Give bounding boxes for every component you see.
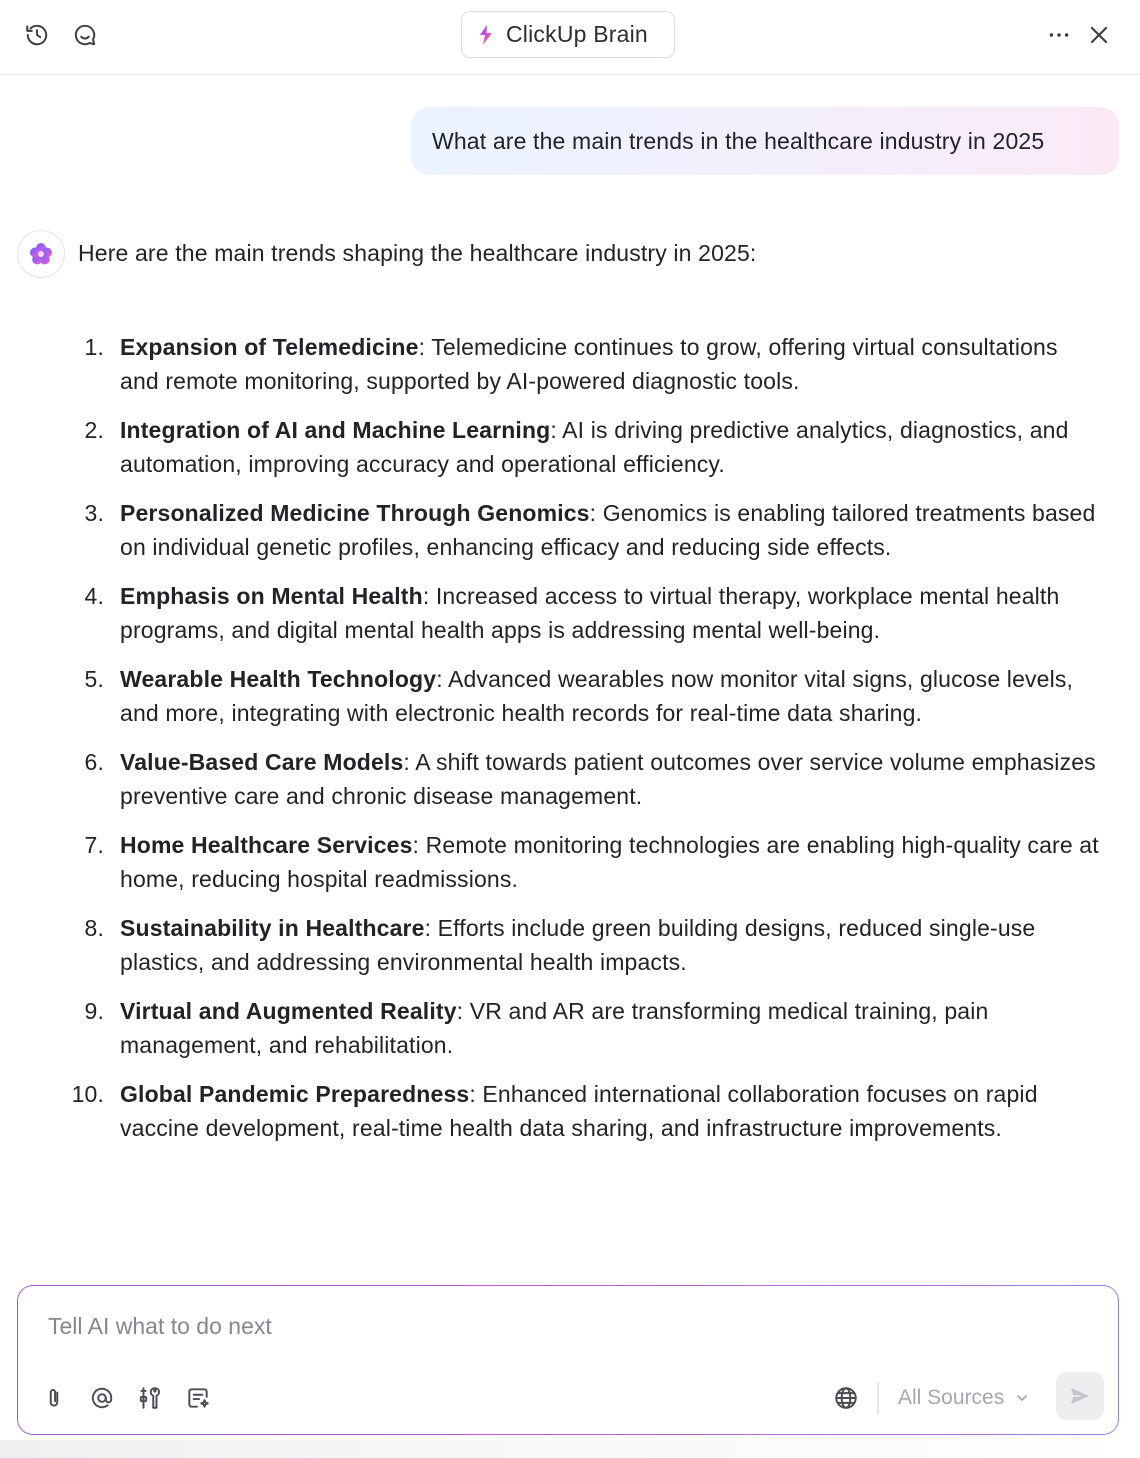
user-message-bubble [411,107,1119,175]
ai-prompt-input[interactable] [48,1308,1088,1344]
trend-title: Personalized Medicine Through Genomics [120,500,590,526]
window-title: ClickUp Brain [506,21,648,47]
trend-title: Sustainability in Healthcare [120,915,425,941]
chevron-down-icon [1014,1390,1030,1406]
trend-number: 8. [84,915,104,941]
trend-number: 5. [84,666,104,692]
composer-divider [877,1382,879,1414]
trend-description: : Increased access to virtual therapy, workplace mental health programs, and digital mental health apps is addressing mental well-being. [120,583,1060,643]
globe-icon[interactable] [830,1382,862,1414]
sources-dropdown[interactable] [898,1382,1030,1414]
user-message-text: What are the main trends in the healthcare industry in 2025 [432,127,1045,154]
trend-description: : AI is driving predictive analytics, diagnostics, and automation, improving accuracy and operational efficiency. [120,417,1069,477]
bottom-shadow [0,1440,1140,1458]
mention-icon[interactable] [86,1382,118,1414]
trend-title: Virtual and Augmented Reality [120,998,457,1024]
clickup-brain-logo-icon [476,24,496,46]
trend-title: Home Healthcare Services [120,832,413,858]
ai-composer [17,1285,1119,1435]
trend-item [70,330,1100,398]
trend-title: Wearable Health Technology [120,666,437,692]
trend-item [70,662,1100,730]
ai-avatar [17,230,65,278]
trend-number: 1. [84,334,104,360]
more-horizontal-icon[interactable] [1042,18,1076,52]
title-pill[interactable] [461,11,675,58]
tools-icon[interactable] [134,1382,166,1414]
trend-title: Global Pandemic Preparedness [120,1081,470,1107]
trend-title: Integration of AI and Machine Learning [120,417,551,443]
trend-description: : VR and AR are transforming medical training, pain management, and rehabilitation. [120,998,989,1058]
ai-brain-flower-icon [28,241,54,267]
new-chat-icon[interactable] [68,18,102,52]
trend-description: : Genomics is enabling tailored treatments based on individual genetic profiles, enhancing efficacy and reducing side effects. [120,500,1096,560]
trend-description: : Enhanced international collaboration focuses on rapid vaccine development, real-time health data sharing, and infrastructure improvements. [120,1081,1038,1141]
trend-description: : Remote monitoring technologies are enabling high-quality care at home, reducing hospital readmissions. [120,832,1099,892]
sources-label: All Sources [898,1386,1005,1409]
trend-title: Emphasis on Mental Health [120,583,423,609]
ai-response-intro: Here are the main trends shaping the healthcare industry in 2025: [78,240,757,266]
trend-number: 9. [84,998,104,1024]
send-icon [1068,1384,1092,1408]
trend-title: Expansion of Telemedicine [120,334,419,360]
trends-list [70,330,1100,1160]
trend-item [70,828,1100,896]
trend-description: : Telemedicine continues to grow, offering virtual consultations and remote monitoring, supported by AI-powered diagnostic tools. [120,334,1058,394]
header-bar [0,0,1140,75]
trend-description: : Advanced wearables now monitor vital signs, glucose levels, and more, integrating with electronic health records for real-time data sharing. [120,666,1074,726]
trend-number: 2. [84,417,104,443]
trend-number: 3. [84,500,104,526]
trend-number: 10. [71,1081,104,1107]
trend-title: Value-Based Care Models [120,749,404,775]
trend-number: 7. [84,832,104,858]
trend-item [70,911,1100,979]
history-icon[interactable] [20,18,54,52]
attach-icon[interactable] [38,1382,70,1414]
trend-item [70,1077,1100,1145]
send-button[interactable] [1056,1372,1104,1420]
trend-item [70,994,1100,1062]
trend-number: 6. [84,749,104,775]
trend-description: : Efforts include green building designs, reduced single-use plastics, and addressing environmental health impacts. [120,915,1036,975]
trend-item [70,745,1100,813]
trend-item [70,496,1100,564]
trend-description: : A shift towards patient outcomes over service volume emphasizes preventive care and chronic disease management. [120,749,1096,809]
trend-item [70,579,1100,647]
ai-notes-icon[interactable] [182,1382,214,1414]
trend-item [70,413,1100,481]
close-icon[interactable] [1082,18,1116,52]
trend-number: 4. [84,583,104,609]
